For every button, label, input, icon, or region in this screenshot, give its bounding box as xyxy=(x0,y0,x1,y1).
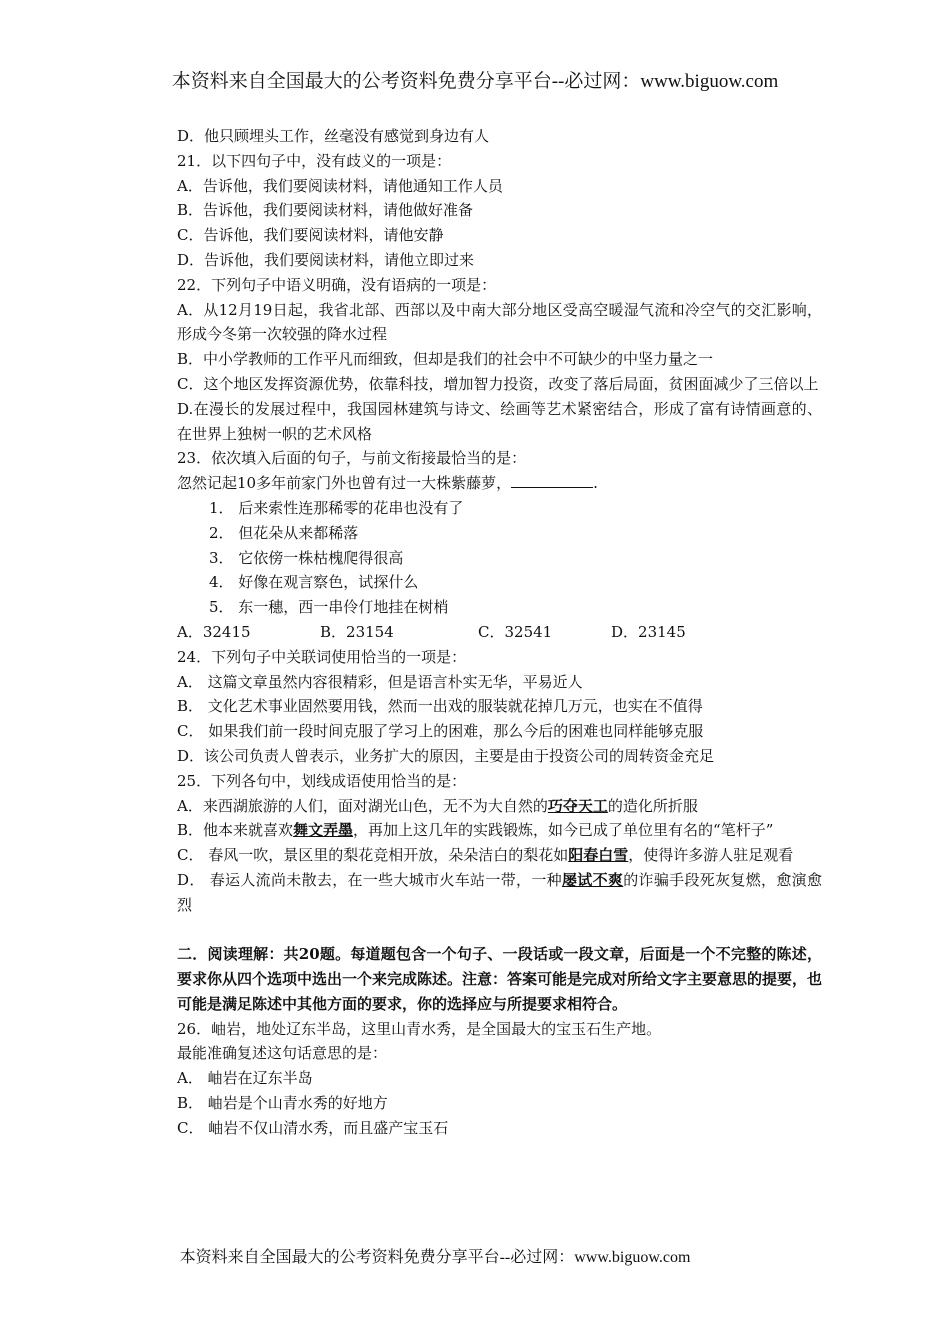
q25-option-a xyxy=(177,794,822,819)
page-header: 本资料来自全国最大的公考资料免费分享平台--必过网：www.biguow.com xyxy=(171,71,779,92)
q24-option-a: A． 这篇文章虽然内容很精彩，但是语言朴实无华，平易近人 xyxy=(177,672,583,691)
q24-question: 24．下列句子中关联词使用恰当的一项是： xyxy=(177,647,467,666)
q22-question: 22．下列句子中语义明确，没有语病的一项是： xyxy=(177,275,497,294)
q25-b-underlined-idiom: 舞文弄墨 xyxy=(293,821,354,840)
q20-option-d: D．他只顾埋头工作，丝毫没有感觉到身边有人 xyxy=(177,127,490,145)
document-body xyxy=(177,124,822,1141)
q23-option-a: A．32415 xyxy=(177,622,251,641)
blank-line xyxy=(177,918,822,943)
q25-c-text-before: C． 春风一吹，景区里的梨花竞相开放，朵朵洁白的梨花如 xyxy=(177,846,569,865)
q23-sentence-3: 3． 它依傍一株枯槐爬得很高 xyxy=(209,548,404,567)
q25-a-text-before: A．来西湖旅游的人们，面对湖光山色，无不为大自然的 xyxy=(177,796,548,815)
q26-option-a: A． 岫岩在辽东半岛 xyxy=(177,1069,313,1088)
q23-options xyxy=(177,620,822,645)
q25-b-text-before: B．他本来就喜欢 xyxy=(177,821,294,840)
q22-option-c: C．这个地区发挥资源优势，依靠科技，增加智力投资，改变了落后局面，贫困面减少了三倍以上 xyxy=(177,374,819,393)
q25-d-underlined-idiom: 屡试不爽 xyxy=(561,870,624,889)
q23-blank xyxy=(511,473,593,488)
q22-option-b: B．中小学教师的工作平凡而细致，但却是我们的社会中不可缺少的中坚力量之一 xyxy=(177,350,714,369)
q25-b-text-after: ，再加上这几年的实践锻炼，如今已成了单位里有名的“笔杆子” xyxy=(353,821,774,840)
q23-sentence-1: 1． 后来索性连那稀零的花串也没有了 xyxy=(209,498,464,517)
q23-sentence-2: 2． 但花朵从来都稀落 xyxy=(209,523,359,542)
q25-d-text-before: D． 春运人流尚未散去，在一些大城市火车站一带，一种 xyxy=(177,870,562,889)
q21-option-b: B．告诉他，我们要阅读材料，请他做好准备 xyxy=(177,201,474,220)
q25-c-underlined-idiom: 阳春白雪 xyxy=(568,846,629,865)
q25-c-text-after: ，使得许多游人驻足观看 xyxy=(628,846,794,865)
q22-option-d: D.在漫长的发展过程中，我国园林建筑与诗文、绘画等艺术紧密结合，形成了富有诗情画意的、在世界上独树一帜的艺术风格 xyxy=(177,399,822,443)
q24-option-c: C． 如果我们前一段时间克服了学习上的困难，那么今后的困难也同样能够克服 xyxy=(177,722,704,741)
q24-option-d: D．该公司负责人曾表示，业务扩大的原因，主要是由于投资公司的周转资金充足 xyxy=(177,746,715,765)
q25-a-underlined-idiom: 巧夺天工 xyxy=(547,796,608,815)
q25-option-c xyxy=(177,843,822,868)
q23-option-b: B．23154 xyxy=(320,622,394,641)
q23-sentence-5: 5． 东一穗，西一串伶仃地挂在树梢 xyxy=(209,598,449,617)
q21-option-a: A．告诉他，我们要阅读材料，请他通知工作人员 xyxy=(177,176,503,195)
q25-question: 25．下列各句中，划线成语使用恰当的是： xyxy=(177,771,467,790)
q25-option-b xyxy=(177,818,822,843)
q21-option-c: C．告诉他，我们要阅读材料，请他安静 xyxy=(177,226,444,245)
q24-option-b: B． 文化艺术事业固然要用钱，然而一出戏的服装就花掉几万元，也实在不值得 xyxy=(177,697,703,716)
q26-stem: 最能准确复述这句话意思的是： xyxy=(177,1044,388,1063)
page-footer: 本资料来自全国最大的公考资料免费分享平台--必过网：www.biguow.com xyxy=(179,1249,691,1266)
q21-question: 21．以下四句子中，没有歧义的一项是： xyxy=(177,151,452,170)
q26-option-b: B． 岫岩是个山青水秀的好地方 xyxy=(177,1094,388,1113)
q25-a-text-after: 的造化所折服 xyxy=(607,796,698,815)
q25-option-d xyxy=(177,868,822,918)
q23-stem-text: 忽然记起10多年前家门外也曾有过一大株紫藤萝， xyxy=(177,474,512,493)
section-2-instructions: 二．阅读理解：共20题。每道题包含一个句子、一段话或一段文章，后面是一个不完整的陈述，要求你从四个选项中选出一个来完成陈述。注意：答案可能是完成对所给文字主要意思的提要，也可能是满足陈述中其他方面的要求，你的选择应与所提要求相符合。 xyxy=(177,945,823,1013)
q23-option-d: D．23145 xyxy=(611,622,686,641)
q22-option-a: A．从12月19日起，我省北部、西部以及中南大部分地区受高空暖湿气流和冷空气的交汇影响，形成今冬第一次较强的降水过程 xyxy=(177,300,822,344)
q26-question: 26．岫岩，地处辽东半岛，这里山青水秀，是全国最大的宝玉石生产地。 xyxy=(177,1019,662,1038)
q26-option-c: C． 岫岩不仅山清水秀，而且盛产宝玉石 xyxy=(177,1118,449,1137)
q21-option-d: D．告诉他，我们要阅读材料，请他立即过来 xyxy=(177,250,475,269)
q23-stem xyxy=(177,471,822,496)
q23-stem-end: . xyxy=(593,474,598,493)
q25-d-text-after: 的诈骗手段死灰复燃，愈演愈烈 xyxy=(177,870,822,914)
q23-option-c: C．32541 xyxy=(478,622,553,641)
q23-sentence-4: 4． 好像在观言察色，试探什么 xyxy=(209,573,419,592)
q23-question: 23．依次填入后面的句子，与前文衔接最恰当的是： xyxy=(177,449,527,468)
